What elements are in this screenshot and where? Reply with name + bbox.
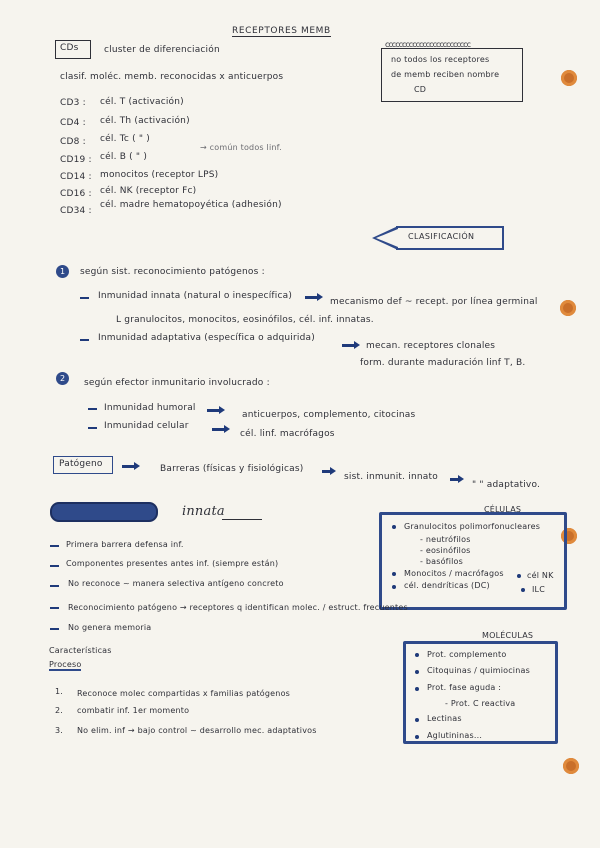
cd-row-desc: cél. B ( " ) xyxy=(100,152,148,162)
note-line-3: CD xyxy=(414,85,427,94)
bullet-dot-icon xyxy=(415,718,419,722)
cd-row-desc: cél. NK (receptor Fc) xyxy=(100,186,197,196)
innata-bullet: No reconoce ~ manera selectiva antígeno concreto xyxy=(68,579,284,588)
celular-line: Inmunidad celular xyxy=(104,421,189,431)
step-text: combatir inf. 1er momento xyxy=(77,706,190,715)
caracteristicas-label: Características xyxy=(49,646,112,655)
molecula-item: Citoquinas / quimiocinas xyxy=(427,666,530,675)
bullet-dot-icon xyxy=(415,735,419,739)
molecula-item: Lectinas xyxy=(427,714,462,723)
step-number: 2. xyxy=(55,706,64,715)
adaptativa-result-2: form. durante maduración linf T, B. xyxy=(360,358,526,368)
page-title: RECEPTORES MEMB xyxy=(232,26,331,36)
cd-row-desc: cél. madre hematopoyética (adhesión) xyxy=(100,200,282,210)
item2-title: según efector inmunitario involucrado : xyxy=(84,378,270,388)
binder-hole-4 xyxy=(563,758,579,774)
bullet-dot-icon xyxy=(415,670,419,674)
bullet-dash-icon xyxy=(80,297,89,299)
cd-side-note: → común todos linf. xyxy=(200,143,282,152)
bullet-dash-icon xyxy=(88,408,97,410)
patogeno-innato: sist. inmunit. innato xyxy=(344,472,438,482)
cd-row-code: CD16 : xyxy=(60,189,92,199)
note-line-1: no todos los receptores xyxy=(391,55,490,64)
celula-item: - neutrófilos xyxy=(420,535,471,544)
binder-hole-2 xyxy=(560,300,576,316)
highlighted-heading-inmunidad xyxy=(50,502,158,522)
adaptativa-line: Inmunidad adaptativa (específica o adquirida) xyxy=(98,333,315,343)
molecula-item: Aglutininas... xyxy=(427,731,483,740)
cd-row-desc: cél. Th (activación) xyxy=(100,116,190,126)
patogeno-adaptativo: " " adaptativo. xyxy=(472,480,541,490)
innata-bullet: Reconocimiento patógeno → receptores q identifican molec. / estruct. frecuentes xyxy=(68,603,408,612)
heading-underline xyxy=(222,519,262,520)
bullet-dash-icon xyxy=(50,545,59,547)
innata-bullet: Componentes presentes antes inf. (siempre están) xyxy=(66,559,279,568)
number-badge-1: 1 xyxy=(56,265,69,278)
arrow-icon xyxy=(450,478,460,481)
cd-row-code: CD19 : xyxy=(60,155,92,165)
celula-extra-nk: cél NK xyxy=(527,571,554,580)
arrow-icon xyxy=(122,465,136,468)
cd-row-desc: cél. Tc ( " ) xyxy=(100,134,150,144)
innata-bullet: Primera barrera defensa inf. xyxy=(66,540,184,549)
bullet-dash-icon xyxy=(50,585,59,587)
molecula-item: Prot. complemento xyxy=(427,650,507,659)
innata-bullet: No genera memoria xyxy=(68,623,152,632)
humoral-line: Inmunidad humoral xyxy=(104,403,196,413)
step-number: 3. xyxy=(55,726,64,735)
celula-item: cél. dendríticas (DC) xyxy=(404,581,490,590)
bullet-dash-icon xyxy=(50,565,59,567)
bullet-dot-icon xyxy=(415,687,419,691)
innata-result: mecanismo def ~ recept. por línea germinal xyxy=(330,297,538,307)
arrow-icon xyxy=(322,470,332,473)
cd-row-code: CD14 : xyxy=(60,172,92,182)
cd-row-desc: monocitos (receptor LPS) xyxy=(100,170,219,180)
binder-hole-1 xyxy=(561,70,577,86)
bullet-dot-icon xyxy=(392,572,396,576)
innata-sub: L granulocitos, monocitos, eosinófilos, cél. inf. innatas. xyxy=(116,315,374,325)
celulas-heading: CÉLULAS xyxy=(484,505,522,514)
proceso-label: Proceso xyxy=(49,660,82,669)
cd-row-code: CD8 : xyxy=(60,137,86,147)
bullet-dot-icon xyxy=(415,653,419,657)
bullet-dot-icon xyxy=(521,588,525,592)
celula-item: - basófilos xyxy=(420,557,463,566)
item1-title: según sist. reconocimiento patógenos : xyxy=(80,267,265,277)
arrow-icon xyxy=(342,344,356,347)
celula-item: Monocitos / macrófagos xyxy=(404,569,504,578)
cd-row-code: CD34 : xyxy=(60,206,92,216)
heading-innata: innata xyxy=(182,504,225,519)
arrow-icon xyxy=(207,409,221,412)
celula-item: - eosinófilos xyxy=(420,546,471,555)
bullet-dash-icon xyxy=(50,628,59,630)
step-text: Reconoce molec compartidas x familias patógenos xyxy=(77,689,291,698)
cd-subtitle: clasif. moléc. memb. reconocidas x anticuerpos xyxy=(60,72,284,82)
celular-result: cél. linf. macrófagos xyxy=(240,429,335,439)
step-number: 1. xyxy=(55,687,64,696)
bullet-dash-icon xyxy=(80,339,89,341)
bullet-dash-icon xyxy=(50,607,59,609)
bullet-dash-icon xyxy=(88,427,97,429)
adaptativa-result: mecan. receptores clonales xyxy=(366,341,496,351)
molecula-item: Prot. fase aguda : xyxy=(427,683,502,692)
step-text: No elim. inf → bajo control ~ desarrollo mec. adaptativos xyxy=(77,726,317,735)
innata-line: Inmunidad innata (natural o inespecífica) xyxy=(98,291,293,301)
cd-box-label: CDs xyxy=(60,43,79,53)
celula-extra-ilc: ILC xyxy=(532,585,546,594)
patogeno-label: Patógeno xyxy=(59,459,103,469)
cd-definition: cluster de diferenciación xyxy=(104,45,220,55)
bullet-dot-icon xyxy=(392,585,396,589)
clasificacion-tag xyxy=(396,226,504,250)
cd-row-desc: cél. T (activación) xyxy=(100,97,184,107)
bullet-dot-icon xyxy=(517,574,521,578)
bullet-dot-icon xyxy=(392,525,396,529)
moleculas-heading: MOLÉCULAS xyxy=(482,631,534,640)
humoral-result: anticuerpos, complemento, citocinas xyxy=(242,410,416,420)
arrow-icon xyxy=(305,296,319,299)
number-badge-2: 2 xyxy=(56,372,69,385)
clasificacion-tag-label: CLASIFICACIÓN xyxy=(408,232,475,241)
cd-row-code: CD4 : xyxy=(60,118,86,128)
patogeno-barreras: Barreras (físicas y fisiológicas) xyxy=(160,464,304,474)
molecula-item: - Prot. C reactiva xyxy=(445,699,516,708)
spiral-binding-icon: ccccccccccccccccccccccccc xyxy=(385,40,470,49)
celula-item: Granulocitos polimorfonucleares xyxy=(404,522,541,531)
note-line-2: de memb reciben nombre xyxy=(391,70,500,79)
arrow-icon xyxy=(212,428,226,431)
cd-row-code: CD3 : xyxy=(60,98,86,108)
